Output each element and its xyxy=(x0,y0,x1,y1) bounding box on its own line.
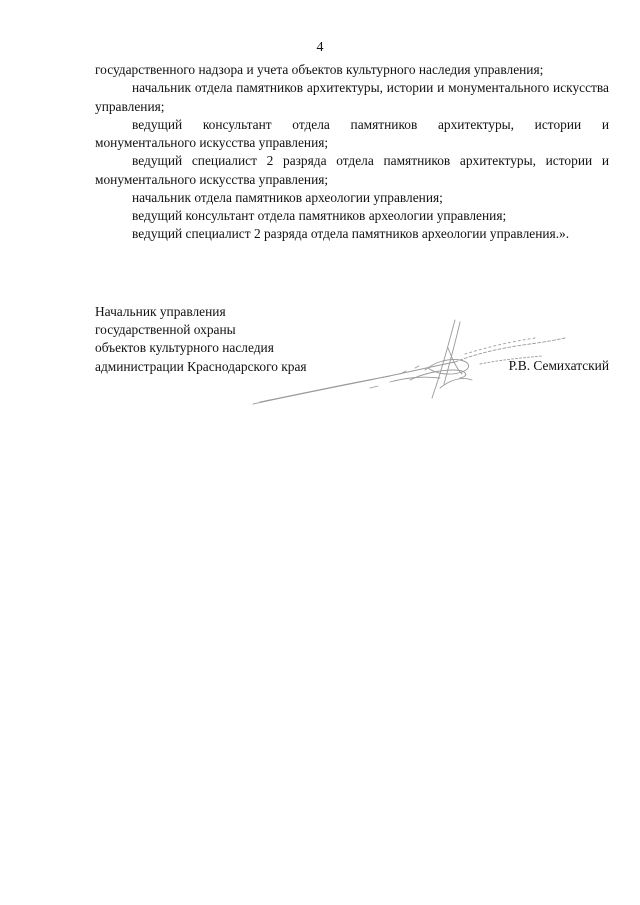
document-body xyxy=(95,61,609,244)
page-number: 4 xyxy=(316,40,324,55)
paragraph-5: начальник отдела памятников археологии управления; xyxy=(132,189,443,205)
paragraph-2: начальник отдела памятников архитектуры, истории и монументального искусства управления; xyxy=(95,80,609,114)
signer-title-line-1: Начальник управления xyxy=(95,304,226,319)
paragraph-7: ведущий специалист 2 разряда отдела памятников археологии управления.». xyxy=(132,226,570,242)
signer-name: Р.В. Семихатский xyxy=(508,358,609,373)
paragraph-6: ведущий консультант отдела памятников археологии управления; xyxy=(132,208,507,223)
paragraph-4: ведущий специалист 2 разряда отдела памятников архитектуры, истории и монументального искусства управления; xyxy=(95,153,609,187)
signer-title-line-3: объектов культурного наследия xyxy=(95,340,274,356)
paragraph-3: ведущий консультант отдела памятников архитектуры, истории и монументального искусства управления; xyxy=(95,116,609,150)
signer-title-line-2: государственной охраны xyxy=(95,322,236,338)
signer-title-line-4: администрации Краснодарского края xyxy=(95,358,307,374)
paragraph-1: государственного надзора и учета объектов культурного наследия управления; xyxy=(95,62,544,77)
